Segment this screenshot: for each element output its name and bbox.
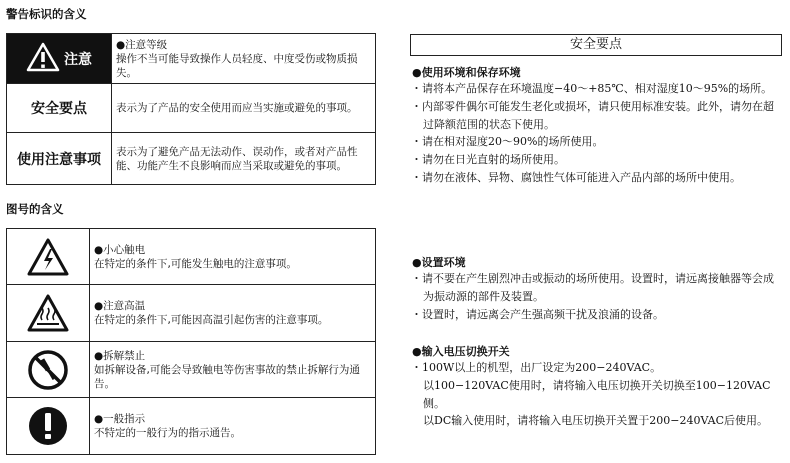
usage-notes-desc: 表示为了避免产品无法动作、误动作，或者对产品性能、功能产生不良影响而应当采取或避免的事项。 [112,133,376,185]
caution-level-title: ●注意等级 [116,38,168,51]
symbol-section-title: 图号的含义 [6,202,64,216]
text-line: ・请勿在日光直射的场所使用。 [411,153,565,167]
environment-text [411,80,781,187]
installation-text [411,270,781,323]
voltage-switch-text [411,359,781,430]
symbol-desc: 不特定的一般行为的指示通告。 [94,427,241,439]
symbol-desc: 在特定的条件下,可能发生触电的注意事项。 [94,257,297,270]
section-heading-voltage-switch: ●输入电压切换开关 [412,345,510,358]
no-disassembly-icon [7,348,89,392]
text-line: ・内部零件偶尔可能发生老化或损坏，请只使用标准安装。此外，请勿在超过降额范围的状态下使用。 [411,99,774,131]
section-heading-installation: ●设置环境 [412,256,466,269]
warning-row-usage-notes [7,133,376,185]
caution-level-desc: 操作不当可能导致操作人员轻度、中度受伤或物质损失。 [116,52,358,79]
symbol-title: ●拆解禁止 [94,349,146,362]
text-line: ・请在相对湿度20～90%的场所使用。 [411,135,604,149]
symbol-title: ●注意高温 [94,300,146,312]
text-line: 以DC输入使用时，请将输入电压切换开关置于200−240VAC后使用。 [423,414,768,428]
safety-points-title-box: 安全要点 [410,34,782,56]
symbol-row [7,285,376,342]
hot-surface-icon [7,293,89,333]
symbol-table [6,228,376,455]
section-heading-environment: ●使用环境和保存环境 [412,66,521,79]
general-instruction-icon [7,404,89,448]
caution-triangle-icon [26,42,60,76]
text-line: ・100W以上的机型，出厂设定为200−240VAC。 [411,361,662,374]
symbol-title: ●一般指示 [94,413,146,425]
symbol-row [7,398,376,455]
symbol-desc: 如拆解设备,可能会导致触电等伤害事故的禁止拆解行为通告。 [94,363,360,390]
safety-points-label: 安全要点 [7,84,112,133]
symbol-row [7,229,376,285]
warning-row-caution [7,34,376,84]
text-line: ・设置时，请远离会产生强高频干扰及浪涌的设备。 [411,307,664,321]
warning-section-title: 警告标识的含义 [6,7,87,21]
electric-shock-icon [7,237,89,277]
text-line: ・请勿在液体、异物、腐蚀性气体可能进入产品内部的场所中使用。 [411,170,741,184]
text-line: ・请不要在产生剧烈冲击或振动的场所使用。设置时，请远离接触器等会成为振动源的部件及装置。 [411,272,774,303]
warning-row-safety-points [7,84,376,133]
symbol-title: ●小心触电 [94,243,146,256]
warning-table [6,33,376,185]
text-line: 以100−120VAC使用时，请将输入电压切换开关切换至100−120VAC侧。 [423,378,771,410]
symbol-desc: 在特定的条件下,可能因高温引起伤害的注意事项。 [94,314,329,326]
caution-label: 注意 [64,51,92,68]
safety-points-desc: 表示为了产品的安全使用而应当实施或避免的事项。 [112,84,376,133]
text-line: ・请将本产品保存在环境温度−40～+85℃、相对湿度10～95%的场所。 [411,82,773,95]
symbol-row [7,342,376,398]
usage-notes-label: 使用注意事项 [7,133,112,185]
